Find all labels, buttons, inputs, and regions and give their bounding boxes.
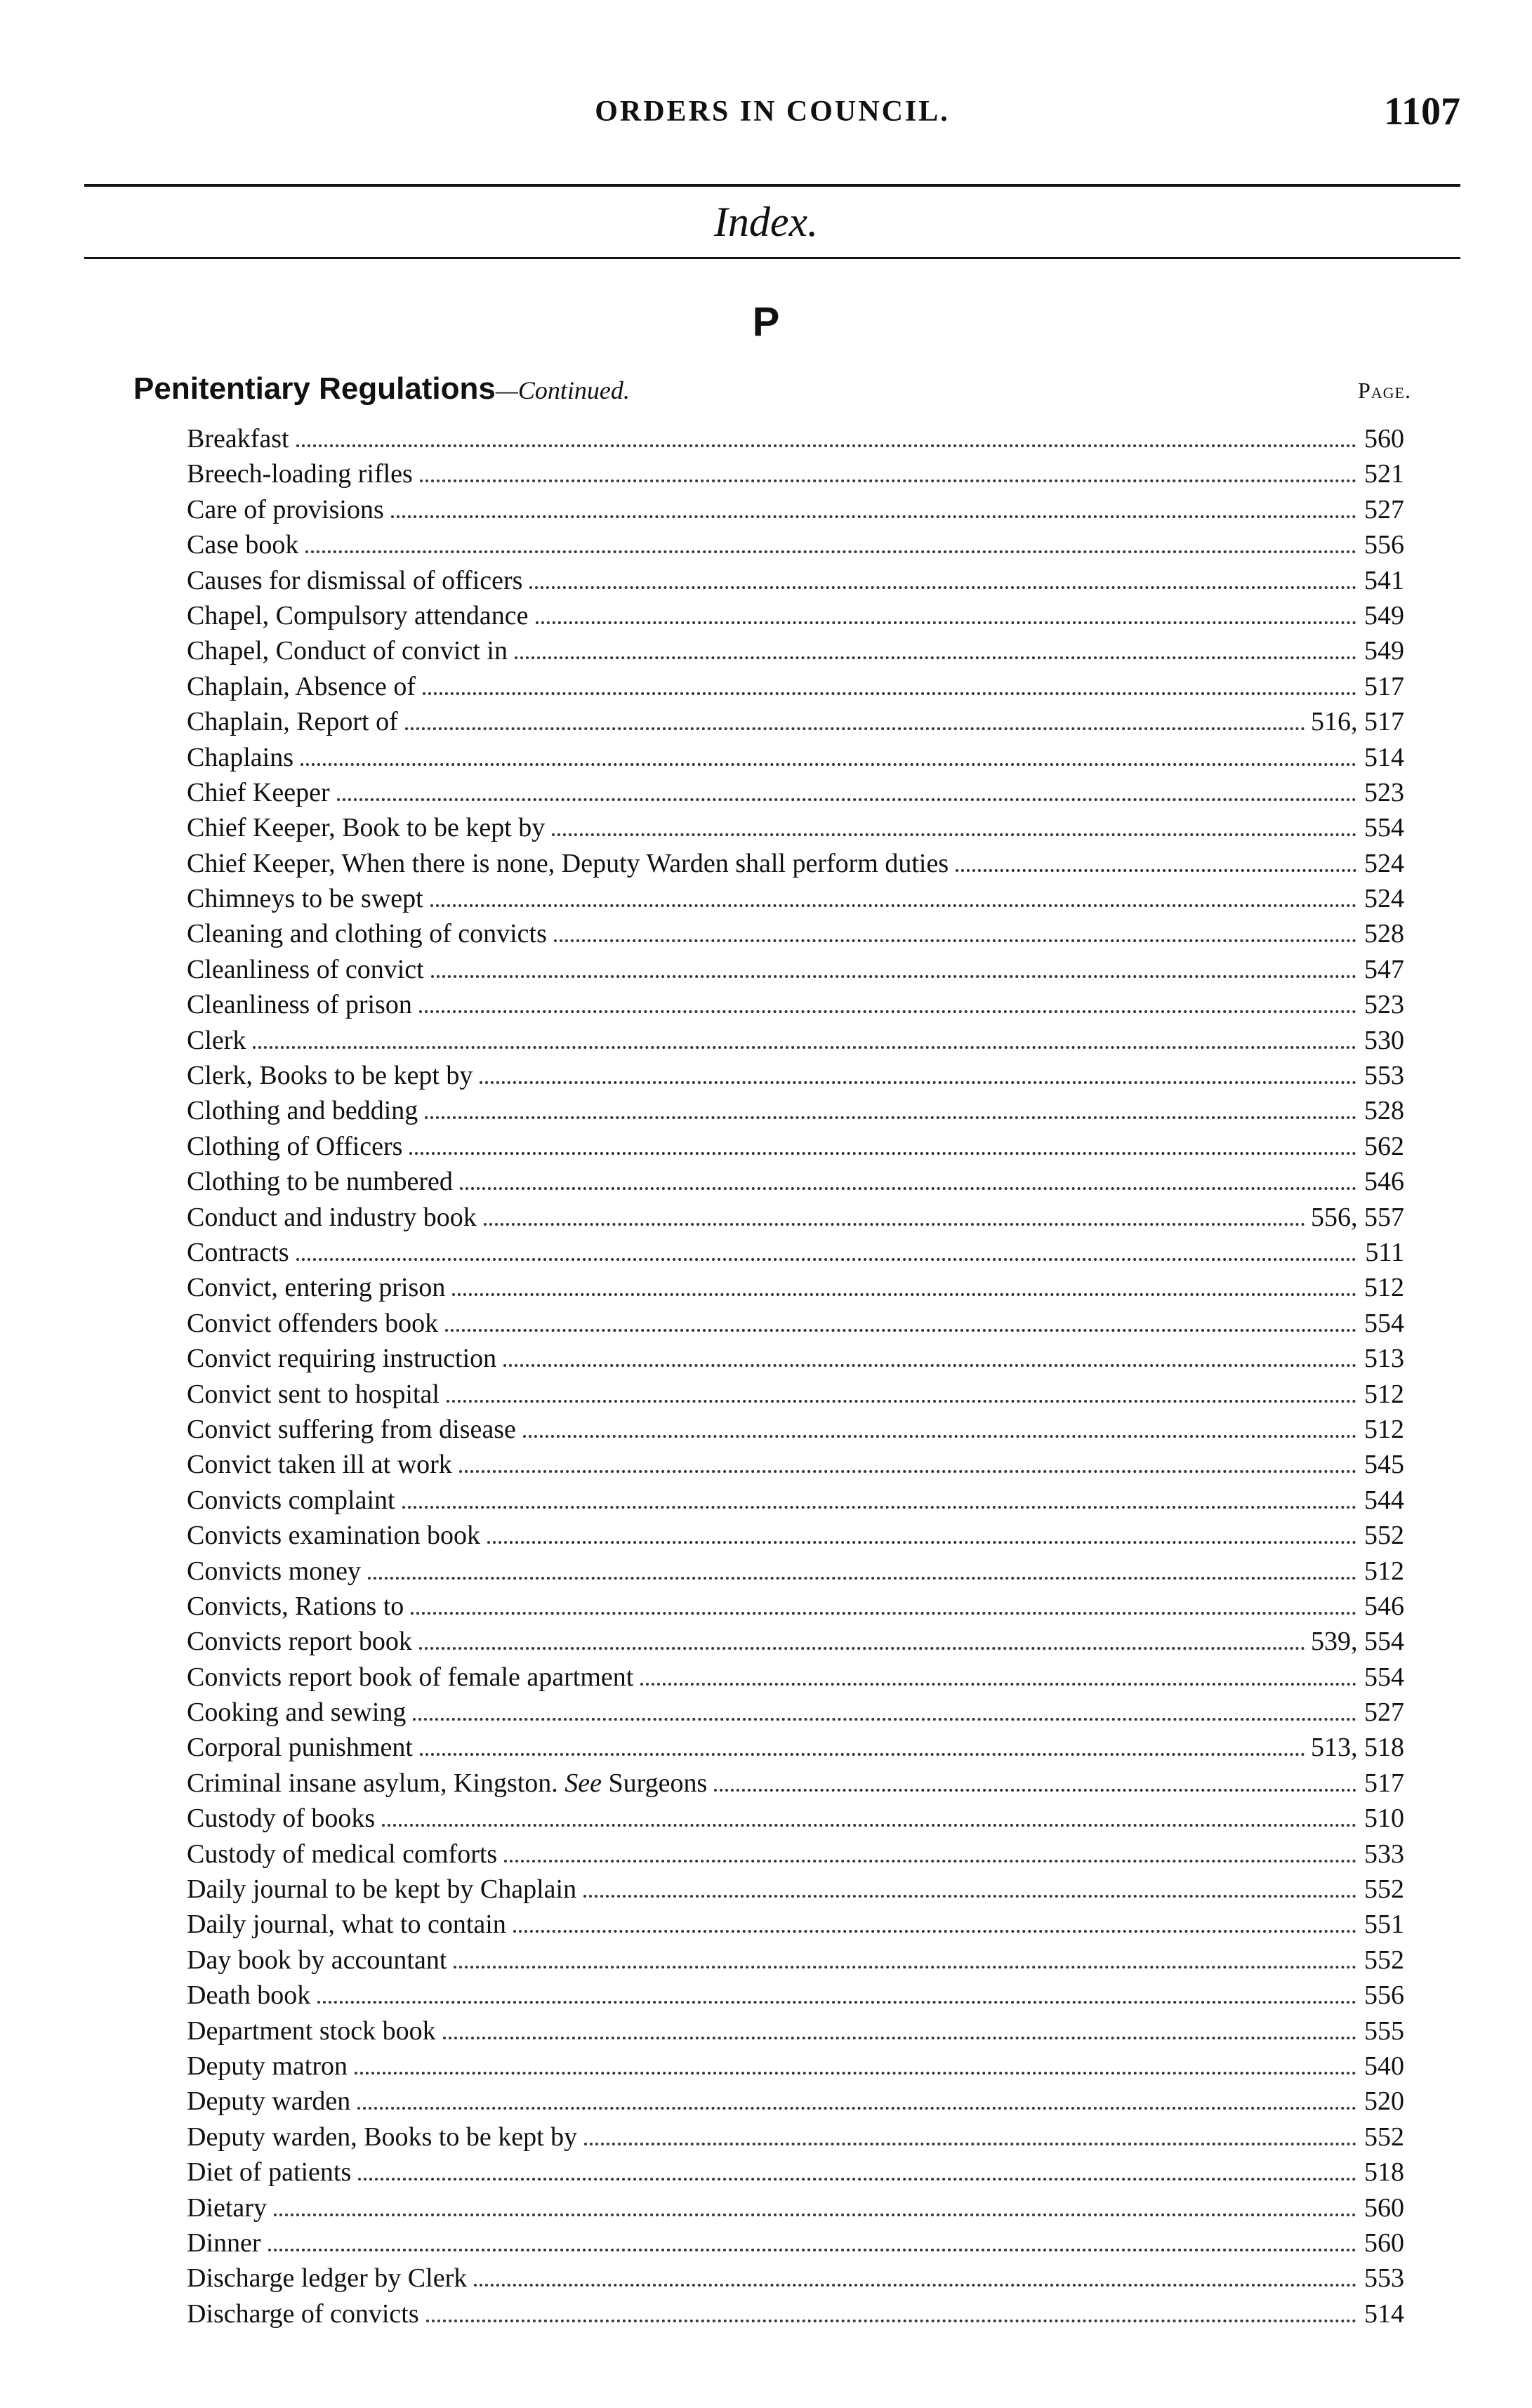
dot-leader	[368, 1577, 1356, 1580]
entry-page: 560	[1364, 2228, 1404, 2258]
entry-term-text: Convicts complaint	[187, 1485, 395, 1515]
entry-page: 514	[1364, 2298, 1404, 2329]
entry-term	[187, 1306, 442, 1341]
entry-term	[187, 1058, 477, 1093]
dot-leader	[355, 2072, 1356, 2075]
index-entry	[187, 598, 1404, 633]
index-entry	[187, 2225, 1404, 2261]
dot-leader	[515, 656, 1356, 659]
dot-leader	[426, 2320, 1356, 2322]
dot-leader	[317, 2001, 1356, 2004]
entry-page: 510	[1364, 1804, 1404, 1834]
entry-term	[187, 1730, 417, 1765]
entry-term-text: Cooking and sewing	[187, 1698, 407, 1728]
index-entry	[187, 1412, 1404, 1447]
entry-page: 552	[1364, 1945, 1404, 1975]
index-entry	[187, 2155, 1404, 2190]
entry-page: 560	[1364, 2192, 1404, 2223]
entry-page: 521	[1364, 459, 1404, 489]
entry-term-text: Discharge of convicts	[187, 2298, 419, 2329]
dot-leader	[536, 621, 1357, 624]
entry-term	[187, 598, 533, 633]
entry-page: 539, 554	[1311, 1627, 1404, 1657]
entry-page: 551	[1364, 1910, 1404, 1940]
entry-term	[187, 1766, 711, 1801]
index-entry	[187, 2013, 1404, 2049]
dot-leader	[409, 1152, 1356, 1155]
entry-term	[187, 846, 953, 881]
index-entry	[187, 1518, 1404, 1553]
entry-term-text: Chief Keeper, When there is none, Deputy Warden shall perform duties	[187, 848, 949, 878]
entry-page: 553	[1364, 2263, 1404, 2294]
entry-page: 533	[1364, 1839, 1404, 1869]
entry-term	[187, 1164, 457, 1199]
group-heading-main: Penitentiary Regulations	[133, 371, 496, 406]
index-entry	[187, 1943, 1404, 1978]
entry-term-text: Cleaning and clothing of convicts	[187, 919, 547, 949]
entry-term-text: Convict, entering prison	[187, 1273, 446, 1303]
index-entry	[187, 1200, 1404, 1235]
index-entry	[187, 1306, 1404, 1341]
group-heading-row	[133, 371, 1411, 413]
entry-page: 540	[1364, 2051, 1404, 2081]
entry-page: 518	[1364, 2157, 1404, 2188]
entry-term	[187, 456, 417, 491]
entry-term-text: Cleanliness of convict	[187, 954, 424, 984]
index-entry	[187, 1554, 1404, 1589]
entry-term	[187, 916, 551, 951]
entry-term	[187, 1801, 379, 1836]
entry-page: 517	[1364, 671, 1404, 701]
index-entries	[187, 421, 1404, 2331]
entry-term-text: Convicts, Rations to	[187, 1591, 404, 1621]
dot-leader	[459, 1470, 1356, 1473]
index-entry	[187, 740, 1404, 775]
dot-leader	[503, 1364, 1356, 1367]
dot-leader	[956, 869, 1356, 872]
index-entry	[187, 492, 1404, 527]
entry-term-text: Chaplains	[187, 742, 293, 772]
index-entry	[187, 2084, 1404, 2119]
entry-term-text: Discharge ledger by Clerk	[187, 2263, 468, 2294]
entry-term	[187, 1023, 250, 1058]
index-entry	[187, 456, 1404, 491]
index-entry	[187, 2296, 1404, 2331]
index-entry	[187, 1872, 1404, 1907]
entry-term	[187, 1589, 408, 1624]
dot-leader	[402, 1506, 1356, 1509]
dot-leader	[554, 939, 1356, 942]
dot-leader	[640, 1683, 1356, 1686]
entry-term-text: Custody of books	[187, 1804, 376, 1834]
entry-term	[187, 1483, 399, 1518]
entry-term-text: Clerk, Books to be kept by	[187, 1061, 473, 1091]
entry-term	[187, 1518, 484, 1553]
dot-leader	[411, 1612, 1356, 1615]
entry-page: 554	[1364, 813, 1404, 843]
index-entry	[187, 846, 1404, 881]
entry-term	[187, 881, 428, 916]
entry-term	[187, 1377, 444, 1412]
entry-page: 556	[1364, 530, 1404, 560]
dot-leader	[487, 1541, 1356, 1544]
dot-leader	[714, 1789, 1356, 1792]
entry-term	[187, 527, 303, 562]
entry-term-text: Convict suffering from disease	[187, 1414, 516, 1444]
entry-term-text: Convict offenders book	[187, 1308, 439, 1338]
entry-page: 549	[1364, 600, 1404, 630]
entry-term-text: Diet of patients	[187, 2157, 352, 2188]
entry-term	[187, 1907, 510, 1942]
entry-term-text: Death book	[187, 1980, 311, 2011]
entry-page: 523	[1364, 777, 1404, 807]
entry-page: 524	[1364, 848, 1404, 878]
entry-page: 552	[1364, 1521, 1404, 1551]
index-entry	[187, 1801, 1404, 1836]
dot-leader	[296, 1258, 1356, 1261]
entry-page: 560	[1364, 424, 1404, 454]
entry-page: 528	[1364, 1096, 1404, 1126]
entry-term-text: Deputy matron	[187, 2051, 348, 2081]
entry-page: 520	[1364, 2086, 1404, 2117]
entry-term-text: Daily journal, what to contain	[187, 1910, 506, 1940]
entry-term	[187, 1943, 451, 1978]
entry-page: 556, 557	[1311, 1202, 1404, 1232]
entry-term	[187, 775, 334, 810]
index-entry	[187, 1660, 1404, 1695]
dot-leader	[431, 975, 1356, 978]
entry-term-text: Corporal punishment	[187, 1733, 413, 1763]
entry-term-text: Dinner	[187, 2228, 261, 2258]
index-entry	[187, 633, 1404, 668]
entry-term	[187, 1695, 410, 1730]
dot-leader	[529, 586, 1356, 589]
dot-leader	[430, 904, 1356, 907]
page-column-label: Page.	[1357, 378, 1411, 403]
entry-term	[187, 1270, 449, 1305]
entry-term-text: Chapel, Conduct of convict in	[187, 636, 508, 666]
entry-term-text: Clothing of Officers	[187, 1131, 403, 1161]
index-entry	[187, 1235, 1404, 1270]
entry-term	[187, 1872, 581, 1907]
entry-page: 514	[1364, 742, 1404, 772]
section-label: Index.	[713, 199, 819, 245]
entry-page: 516, 517	[1311, 707, 1404, 737]
bottom-rule	[84, 257, 1460, 259]
index-entry	[187, 2119, 1404, 2155]
entry-term	[187, 1235, 293, 1270]
entry-see-ref: Surgeons	[608, 1768, 708, 1798]
entry-term-text: Convict requiring instruction	[187, 1344, 497, 1374]
entry-page: 523	[1364, 990, 1404, 1020]
index-entry	[187, 810, 1404, 845]
entry-term	[187, 952, 428, 987]
entry-page: 527	[1364, 1698, 1404, 1728]
entry-term-text: Daily journal to be kept by Chaplain	[187, 1874, 577, 1905]
dot-leader	[358, 2178, 1356, 2181]
entry-term	[187, 704, 402, 739]
entry-term	[187, 1412, 520, 1447]
entry-term	[187, 1447, 456, 1482]
dot-leader	[423, 692, 1356, 695]
dot-leader	[301, 763, 1356, 766]
entry-term	[187, 2225, 265, 2261]
entry-term	[187, 1129, 407, 1164]
entry-term-text: Clothing to be numbered	[187, 1167, 453, 1197]
entry-page: 552	[1364, 1874, 1404, 1905]
entry-term-text: Clothing and bedding	[187, 1096, 418, 1126]
page-number: 1107	[1384, 90, 1460, 133]
entry-term	[187, 987, 416, 1022]
index-entry	[187, 2261, 1404, 2296]
index-entry	[187, 916, 1404, 951]
entry-term-text: Conduct and industry book	[187, 1202, 477, 1232]
dot-leader	[445, 1329, 1356, 1332]
index-entry	[187, 1837, 1404, 1872]
entry-page: 530	[1364, 1025, 1404, 1055]
index-entry	[187, 1164, 1404, 1199]
entry-page: 512	[1364, 1379, 1404, 1409]
dot-leader	[337, 798, 1356, 801]
index-entry	[187, 1978, 1404, 2013]
index-entry	[187, 1341, 1404, 1376]
entry-term	[187, 2049, 352, 2084]
entry-page: 513, 518	[1311, 1733, 1404, 1763]
dot-leader	[268, 2249, 1356, 2251]
entry-term-text: Causes for dismissal of officers	[187, 565, 523, 595]
entry-term-text: Clerk	[187, 1025, 246, 1055]
entry-page: 555	[1364, 2016, 1404, 2046]
dot-leader	[425, 1116, 1356, 1119]
index-entry	[187, 1129, 1404, 1164]
running-title: ORDERS IN COUNCIL.	[595, 95, 950, 128]
entry-term-text: Deputy warden, Books to be kept by	[187, 2122, 578, 2152]
entry-term	[187, 2119, 581, 2155]
dot-leader	[504, 1860, 1356, 1863]
entry-term-text: Convicts examination book	[187, 1521, 480, 1551]
entry-page: 547	[1364, 954, 1404, 984]
entry-page: 554	[1364, 1662, 1404, 1692]
entry-term-text: Department stock book	[187, 2016, 436, 2046]
entry-term	[187, 492, 388, 527]
dot-leader	[420, 479, 1356, 482]
index-entry	[187, 1589, 1404, 1624]
entry-term-text: Case book	[187, 530, 299, 560]
entry-term-text: Day book by accountant	[187, 1945, 447, 1975]
dot-leader	[584, 2143, 1356, 2145]
dot-leader	[447, 1400, 1356, 1403]
entry-term-text: Chimneys to be swept	[187, 884, 423, 914]
entry-see: See	[564, 1768, 602, 1798]
entry-term	[187, 810, 549, 845]
dot-leader	[583, 1895, 1356, 1898]
index-entry	[187, 421, 1404, 456]
index-entry	[187, 2049, 1404, 2084]
entry-page: 524	[1364, 884, 1404, 914]
dot-leader	[413, 1718, 1356, 1721]
entry-term	[187, 1978, 315, 2013]
entry-page: 511	[1365, 1237, 1404, 1267]
dot-leader	[513, 1930, 1356, 1933]
entry-term-text: Care of provisions	[187, 494, 384, 524]
dot-leader	[480, 1081, 1356, 1084]
dot-leader	[443, 2037, 1356, 2039]
entry-page: 527	[1364, 494, 1404, 524]
index-entry	[187, 1766, 1404, 1801]
entry-page: 554	[1364, 1308, 1404, 1338]
top-rule	[84, 184, 1460, 187]
running-head	[84, 90, 1460, 151]
entry-term	[187, 633, 512, 668]
index-entry	[187, 1023, 1404, 1058]
entry-page: 513	[1364, 1344, 1404, 1374]
index-entry	[187, 704, 1404, 739]
dot-leader	[454, 1966, 1356, 1969]
index-entry	[187, 987, 1404, 1022]
entry-page: 517	[1364, 1768, 1404, 1798]
entry-term-text: Chaplain, Absence of	[187, 671, 416, 701]
entry-term	[187, 1624, 416, 1659]
entry-term	[187, 1093, 422, 1128]
entry-term	[187, 1837, 501, 1872]
entry-term-text: Breech-loading rifles	[187, 459, 413, 489]
entry-term-text: Dietary	[187, 2192, 267, 2223]
index-entry	[187, 1058, 1404, 1093]
dot-leader	[523, 1435, 1356, 1438]
dot-leader	[419, 1010, 1356, 1013]
dot-leader	[253, 1046, 1356, 1049]
dot-leader	[552, 833, 1356, 836]
dot-leader	[391, 515, 1356, 518]
dot-leader	[460, 1187, 1356, 1190]
entry-term	[187, 2261, 471, 2296]
entry-term-text: Breakfast	[187, 424, 289, 454]
entry-page: 556	[1364, 1980, 1404, 2011]
entry-page: 545	[1364, 1450, 1404, 1480]
entry-term	[187, 2155, 355, 2190]
dot-leader	[484, 1223, 1305, 1226]
dot-leader	[296, 444, 1356, 447]
dot-leader	[405, 727, 1305, 730]
index-entry	[187, 1377, 1404, 1412]
index-entry	[187, 669, 1404, 704]
entry-term-text: Deputy warden	[187, 2086, 351, 2117]
entry-term	[187, 1200, 481, 1235]
dot-leader	[305, 550, 1356, 553]
entry-page: 512	[1364, 1273, 1404, 1303]
index-entry	[187, 952, 1404, 987]
letter-heading: P	[752, 299, 780, 345]
entry-term-text: Convicts report book	[187, 1627, 412, 1657]
entry-term	[187, 669, 420, 704]
entry-term-text: Chief Keeper, Book to be kept by	[187, 813, 546, 843]
index-entry	[187, 1907, 1404, 1942]
index-entry	[187, 1624, 1404, 1659]
entry-page: 546	[1364, 1591, 1404, 1621]
entry-term-text: Convicts report book of female apartment	[187, 1662, 634, 1692]
dot-leader	[419, 1647, 1305, 1650]
index-entry	[187, 1093, 1404, 1128]
entry-page: 553	[1364, 1061, 1404, 1091]
entry-page: 512	[1364, 1556, 1404, 1586]
group-heading-continued: —Continued.	[495, 376, 630, 404]
entry-term	[187, 1341, 501, 1376]
entry-term	[187, 563, 527, 598]
entry-term	[187, 740, 298, 775]
index-entry	[187, 1483, 1404, 1518]
entry-term-text: Chapel, Compulsory attendance	[187, 600, 529, 630]
index-entry	[187, 1270, 1404, 1305]
dot-leader	[382, 1824, 1356, 1827]
dot-leader	[274, 2214, 1356, 2216]
entry-term-text: Chief Keeper	[187, 777, 330, 807]
index-entry	[187, 1695, 1404, 1730]
entry-term-text: Convicts money	[187, 1556, 362, 1586]
index-entry	[187, 1447, 1404, 1482]
entry-page: 552	[1364, 2122, 1404, 2152]
index-entry	[187, 881, 1404, 916]
entry-page: 546	[1364, 1167, 1404, 1197]
index-entry	[187, 775, 1404, 810]
entry-term	[187, 2190, 271, 2225]
entry-term-text: Contracts	[187, 1237, 289, 1267]
entry-term-text: Chaplain, Report of	[187, 707, 398, 737]
entry-term-text: Convict taken ill at work	[187, 1450, 452, 1480]
entry-term	[187, 1554, 365, 1589]
entry-term	[187, 1660, 638, 1695]
entry-term-text: Cleanliness of prison	[187, 990, 412, 1020]
index-entry	[187, 2190, 1404, 2225]
index-entry	[187, 563, 1404, 598]
dot-leader	[474, 2284, 1356, 2287]
dot-leader	[357, 2107, 1356, 2110]
entry-term-text: Criminal insane asylum, Kingston.	[187, 1768, 558, 1798]
index-entry	[187, 1730, 1404, 1765]
entry-term	[187, 2296, 423, 2331]
entry-page: 541	[1364, 565, 1404, 595]
group-heading	[133, 371, 630, 406]
entry-page: 562	[1364, 1131, 1404, 1161]
entry-term	[187, 2084, 355, 2119]
entry-term-text: Convict sent to hospital	[187, 1379, 440, 1409]
entry-page: 512	[1364, 1414, 1404, 1444]
index-entry	[187, 527, 1404, 562]
entry-term	[187, 2013, 440, 2049]
dot-leader	[452, 1293, 1356, 1296]
entry-page: 528	[1364, 919, 1404, 949]
entry-page: 544	[1364, 1485, 1404, 1515]
entry-term	[187, 421, 293, 456]
entry-page: 549	[1364, 636, 1404, 666]
entry-term-text: Custody of medical comforts	[187, 1839, 498, 1869]
dot-leader	[420, 1753, 1305, 1756]
